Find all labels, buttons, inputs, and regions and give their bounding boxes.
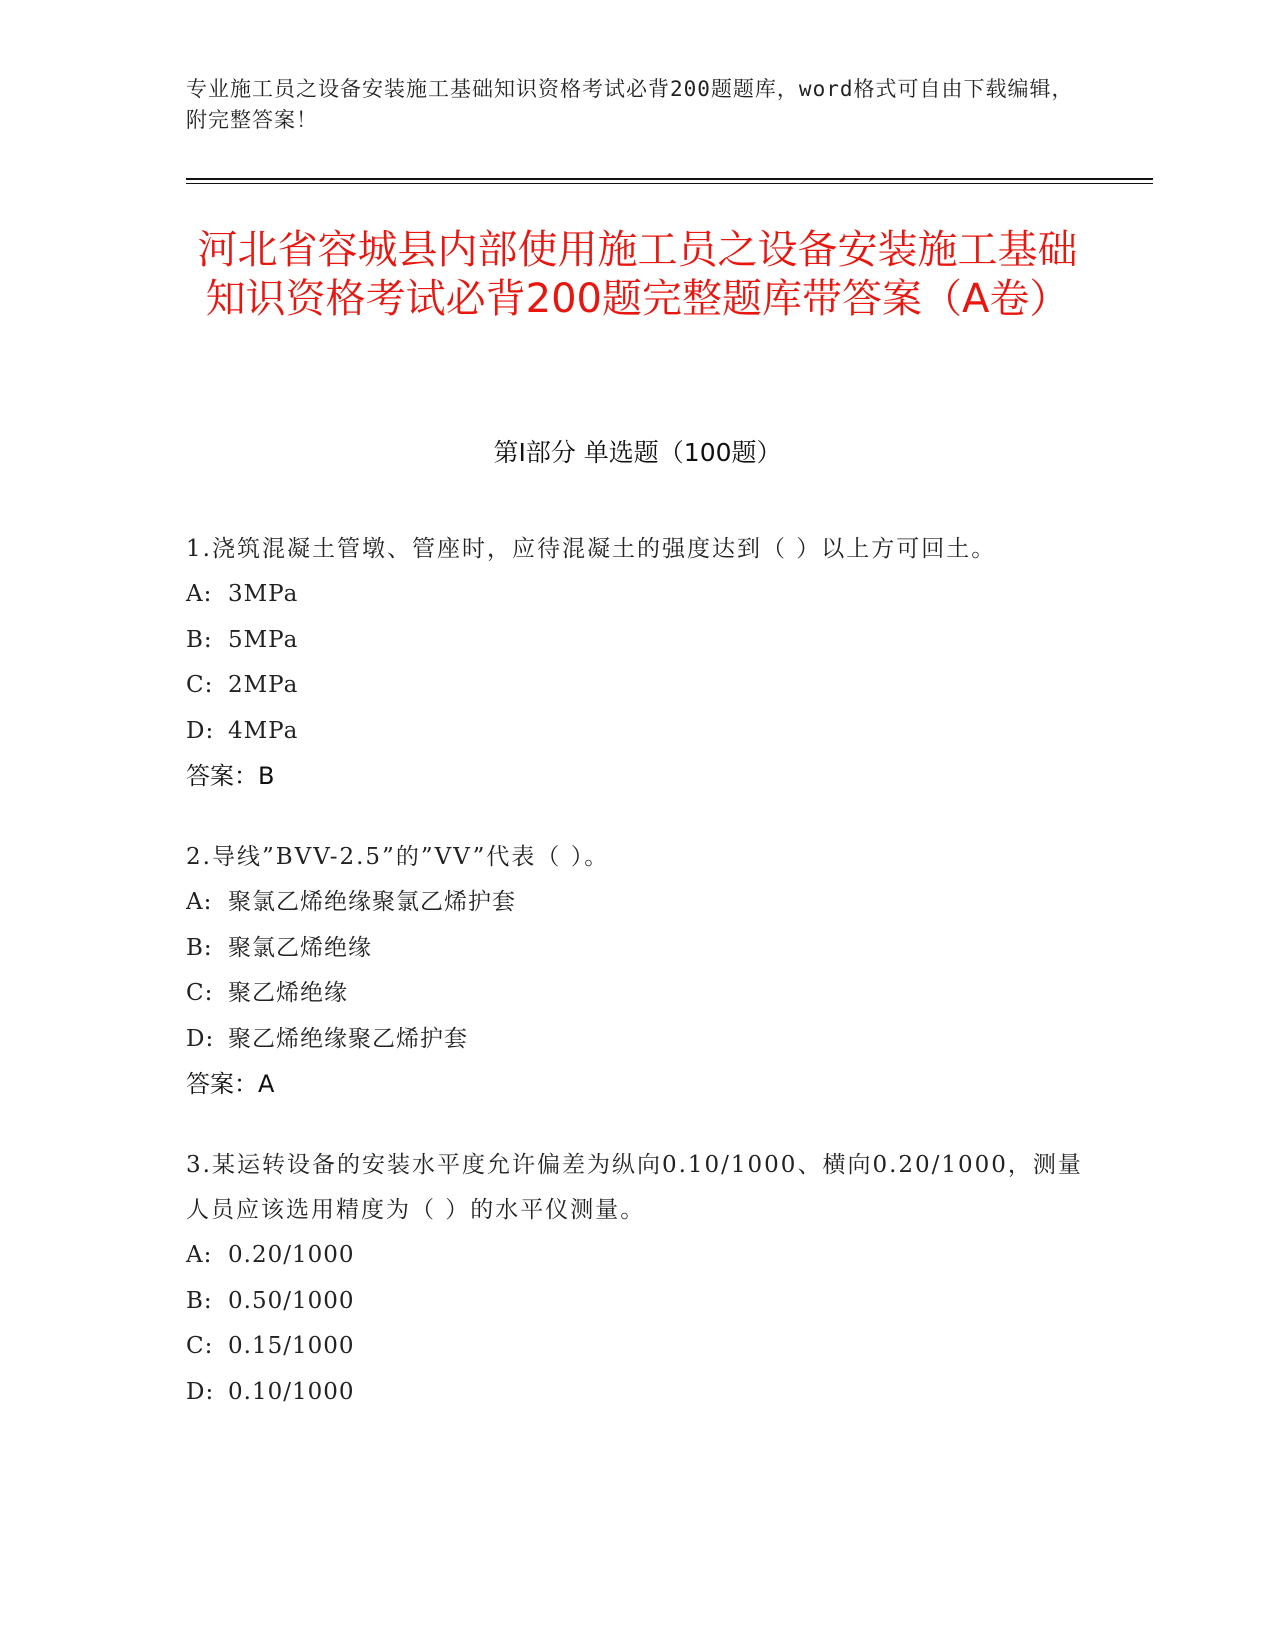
option bbox=[186, 1017, 1086, 1063]
question bbox=[186, 527, 1086, 799]
option-key: B: bbox=[186, 934, 213, 961]
option bbox=[186, 1324, 1086, 1370]
option-key: C: bbox=[186, 1333, 214, 1359]
header-rule-thin bbox=[186, 183, 1153, 184]
question-stem: 3.某运转设备的安装水平度允许偏差为纵向0.10/1000、横向0.20/1000，测量人员应该选用精度为（ ）的水平仪测量。 bbox=[186, 1152, 1083, 1223]
option-text: 0.50/1000 bbox=[228, 1287, 355, 1314]
option-key: B: bbox=[186, 1287, 213, 1314]
option-text: 聚乙烯绝缘聚乙烯护套 bbox=[228, 1025, 468, 1052]
option bbox=[186, 618, 1086, 664]
option bbox=[186, 1370, 1086, 1416]
option-text: 聚乙烯绝缘 bbox=[228, 980, 348, 1006]
option-text: 5MPa bbox=[228, 626, 299, 653]
intro-text: 专业施工员之设备安装施工基础知识资格考试必背200题题库，word格式可自由下载编辑，附完整答案！ bbox=[186, 77, 1074, 132]
question-list bbox=[186, 527, 1086, 1451]
option-text: 2MPa bbox=[228, 672, 299, 698]
option bbox=[186, 663, 1086, 709]
option-key: D: bbox=[186, 717, 215, 744]
option-text: 0.15/1000 bbox=[228, 1333, 355, 1359]
option-key: D: bbox=[186, 1025, 215, 1052]
answer: 答案：A bbox=[186, 1070, 275, 1098]
option-key: A: bbox=[186, 1242, 213, 1268]
option-key: C: bbox=[186, 980, 214, 1006]
question bbox=[186, 835, 1086, 1107]
option-text: 聚氯乙烯绝缘聚氯乙烯护套 bbox=[228, 889, 516, 915]
option-key: A: bbox=[186, 889, 213, 915]
option-text: 4MPa bbox=[228, 717, 299, 744]
header-rule-thick bbox=[186, 178, 1153, 180]
question-stem: 1.浇筑混凝土管墩、管座时，应待混凝土的强度达到（ ）以上方可回土。 bbox=[186, 536, 997, 562]
option bbox=[186, 971, 1086, 1017]
option-text: 0.20/1000 bbox=[228, 1242, 355, 1268]
section-heading: 第Ⅰ部分 单选题（100题） bbox=[493, 438, 782, 467]
option bbox=[186, 926, 1086, 972]
option bbox=[186, 1233, 1086, 1279]
option-key: D: bbox=[186, 1378, 215, 1405]
option bbox=[186, 572, 1086, 618]
option-key: A: bbox=[186, 581, 213, 607]
option bbox=[186, 709, 1086, 755]
option-text: 0.10/1000 bbox=[228, 1378, 355, 1405]
answer: 答案：B bbox=[186, 762, 275, 790]
option-text: 3MPa bbox=[228, 581, 299, 607]
option-text: 聚氯乙烯绝缘 bbox=[228, 934, 372, 961]
option-key: C: bbox=[186, 672, 214, 698]
question-stem: 2.导线”BVV-2.5”的”VV”代表（ ）。 bbox=[186, 844, 610, 870]
option bbox=[186, 880, 1086, 926]
document-title: 河北省容城县内部使用施工员之设备安装施工基础知识资格考试必背200题完整题库带答案（A卷） bbox=[197, 227, 1078, 322]
option bbox=[186, 1279, 1086, 1325]
option-key: B: bbox=[186, 626, 213, 653]
question bbox=[186, 1143, 1086, 1415]
